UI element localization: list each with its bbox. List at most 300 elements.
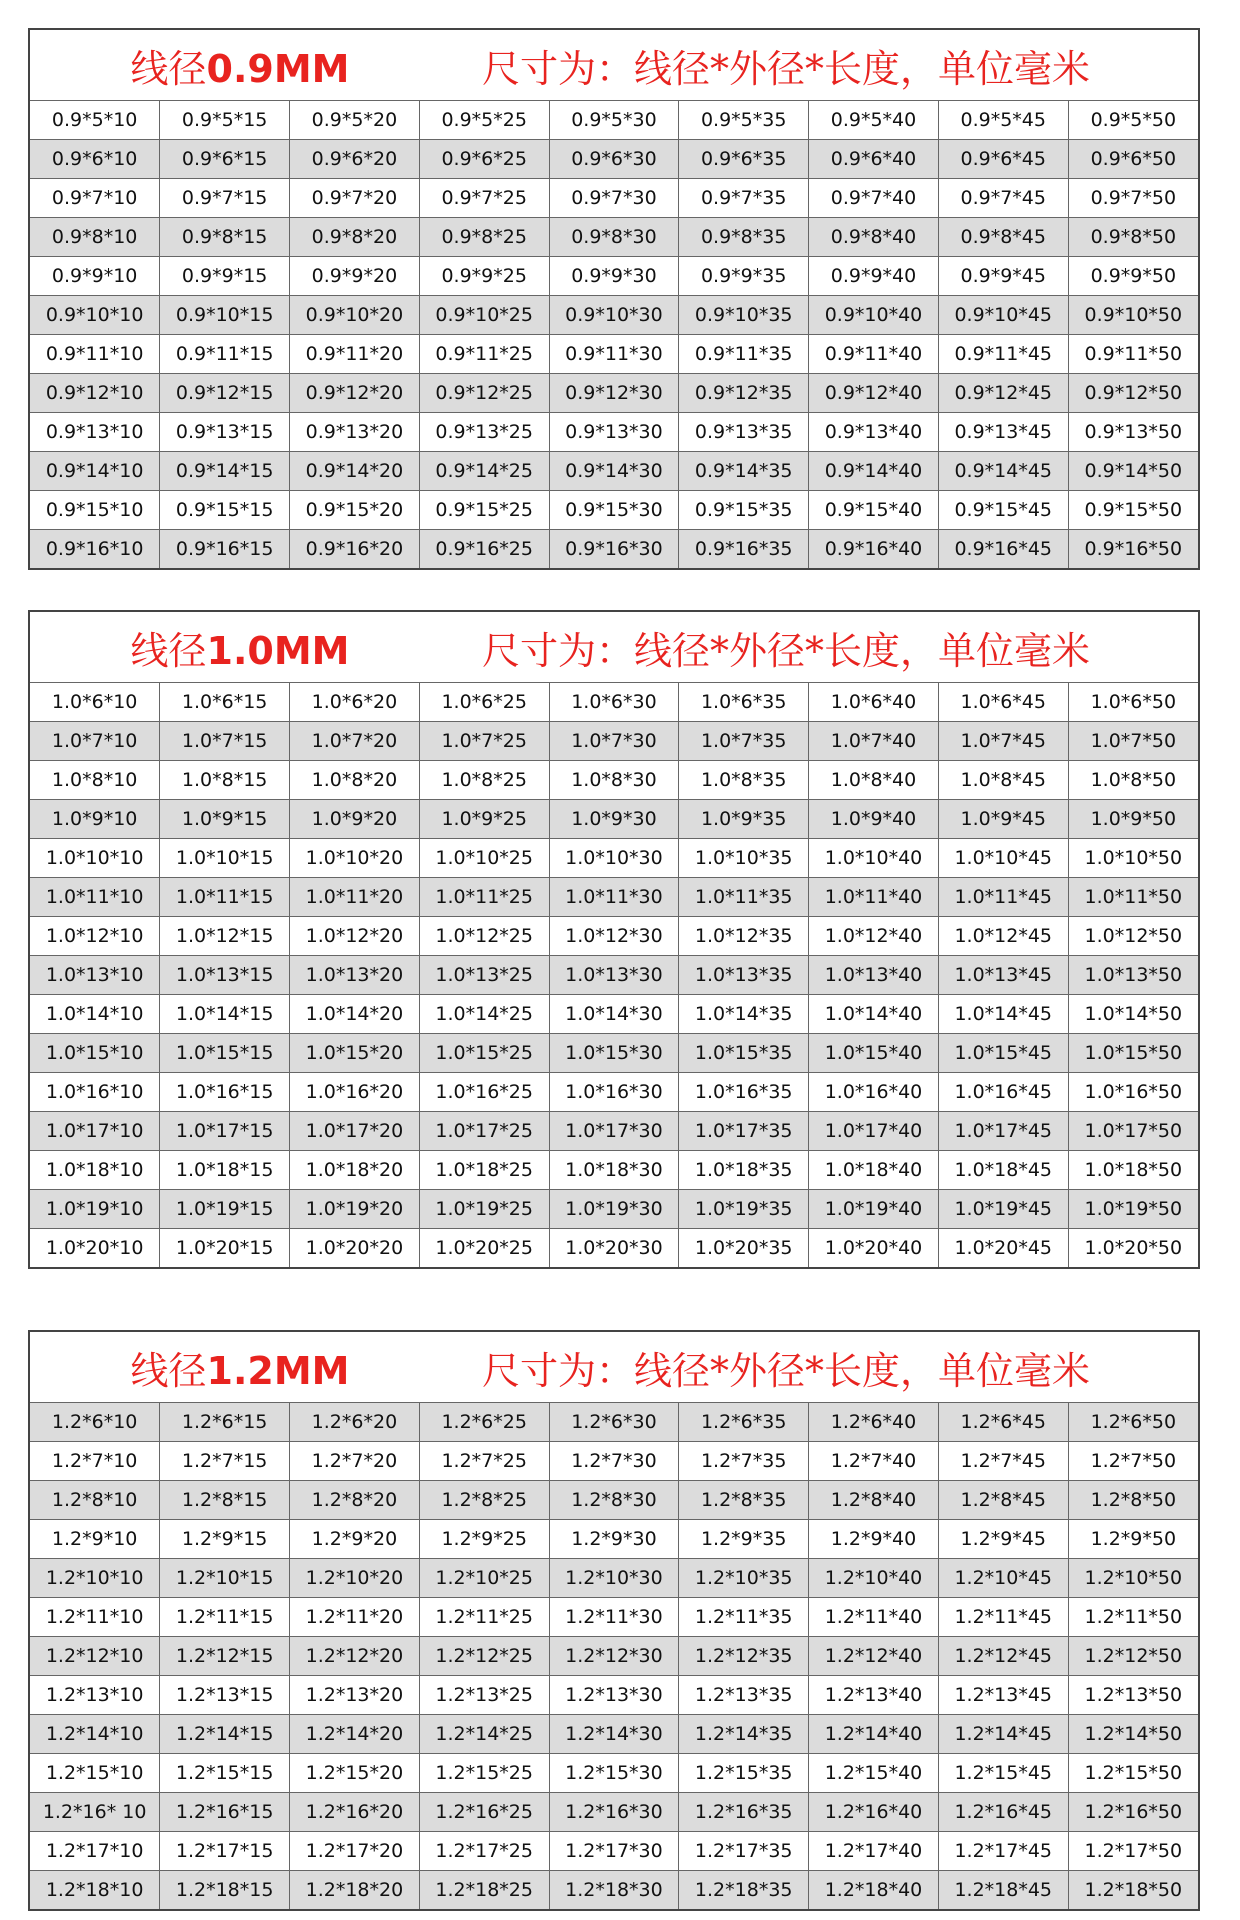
wire-diameter-prefix: 线径 <box>130 628 207 673</box>
size-cell: 1.0*6*40 <box>809 683 939 722</box>
size-cell: 1.0*17*50 <box>1068 1112 1198 1151</box>
size-cell: 1.2*13*10 <box>30 1676 160 1715</box>
table-row <box>30 800 1198 839</box>
size-cell: 1.0*9*10 <box>30 800 160 839</box>
size-cell: 1.0*12*25 <box>419 917 549 956</box>
size-grid <box>30 683 1198 1267</box>
size-cell: 1.2*12*30 <box>549 1637 679 1676</box>
size-cell: 1.2*14*35 <box>679 1715 809 1754</box>
size-cell: 1.0*14*15 <box>160 995 290 1034</box>
table-row <box>30 1481 1198 1520</box>
size-cell: 0.9*11*25 <box>419 335 549 374</box>
size-cell: 1.0*8*35 <box>679 761 809 800</box>
size-cell: 1.2*13*20 <box>290 1676 420 1715</box>
size-cell: 1.0*12*30 <box>549 917 679 956</box>
size-cell: 1.0*9*15 <box>160 800 290 839</box>
size-cell: 0.9*14*10 <box>30 452 160 491</box>
size-cell: 1.2*16*30 <box>549 1793 679 1832</box>
size-cell: 1.0*7*25 <box>419 722 549 761</box>
size-cell: 0.9*15*50 <box>1068 491 1198 530</box>
size-cell: 0.9*16*10 <box>30 530 160 569</box>
size-cell: 1.0*17*25 <box>419 1112 549 1151</box>
size-cell: 1.2*7*45 <box>938 1442 1068 1481</box>
size-cell: 1.0*16*35 <box>679 1073 809 1112</box>
size-cell: 1.2*15*20 <box>290 1754 420 1793</box>
size-cell: 1.0*18*25 <box>419 1151 549 1190</box>
size-cell: 1.0*16*45 <box>938 1073 1068 1112</box>
size-cell: 1.0*19*10 <box>30 1190 160 1229</box>
size-cell: 1.2*9*35 <box>679 1520 809 1559</box>
table-row <box>30 956 1198 995</box>
spec-table-0.9mm <box>28 28 1200 570</box>
size-cell: 0.9*13*40 <box>809 413 939 452</box>
size-cell: 0.9*11*40 <box>809 335 939 374</box>
size-cell: 1.2*12*45 <box>938 1637 1068 1676</box>
size-cell: 1.0*20*45 <box>938 1229 1068 1268</box>
size-cell: 1.2*16* 10 <box>30 1793 160 1832</box>
size-cell: 1.2*11*20 <box>290 1598 420 1637</box>
size-cell: 1.0*6*50 <box>1068 683 1198 722</box>
size-cell: 1.2*13*50 <box>1068 1676 1198 1715</box>
size-cell: 1.2*9*50 <box>1068 1520 1198 1559</box>
size-cell: 1.2*11*40 <box>809 1598 939 1637</box>
size-cell: 1.2*14*40 <box>809 1715 939 1754</box>
size-cell: 1.0*14*30 <box>549 995 679 1034</box>
size-cell: 1.2*14*45 <box>938 1715 1068 1754</box>
size-cell: 0.9*6*45 <box>938 140 1068 179</box>
size-cell: 1.2*13*45 <box>938 1676 1068 1715</box>
size-cell: 1.0*20*40 <box>809 1229 939 1268</box>
size-cell: 1.2*8*35 <box>679 1481 809 1520</box>
unit-note: 尺寸为：线径*外径*长度，单位毫米 <box>482 46 1091 91</box>
size-cell: 1.0*11*45 <box>938 878 1068 917</box>
size-cell: 0.9*6*25 <box>419 140 549 179</box>
table-row <box>30 101 1198 140</box>
size-cell: 1.0*15*15 <box>160 1034 290 1073</box>
size-cell: 0.9*15*25 <box>419 491 549 530</box>
size-cell: 1.2*10*35 <box>679 1559 809 1598</box>
size-cell: 1.2*6*15 <box>160 1403 290 1442</box>
size-cell: 1.2*17*10 <box>30 1832 160 1871</box>
size-cell: 1.2*14*10 <box>30 1715 160 1754</box>
size-cell: 0.9*9*30 <box>549 257 679 296</box>
size-cell: 1.2*10*30 <box>549 1559 679 1598</box>
size-cell: 1.2*12*25 <box>419 1637 549 1676</box>
size-cell: 1.2*15*15 <box>160 1754 290 1793</box>
size-cell: 0.9*9*45 <box>938 257 1068 296</box>
size-cell: 1.0*16*50 <box>1068 1073 1198 1112</box>
size-cell: 0.9*9*50 <box>1068 257 1198 296</box>
spec-table-1.2mm <box>28 1330 1200 1911</box>
size-cell: 1.2*6*45 <box>938 1403 1068 1442</box>
size-cell: 1.0*7*50 <box>1068 722 1198 761</box>
size-cell: 1.0*11*20 <box>290 878 420 917</box>
size-cell: 1.0*19*50 <box>1068 1190 1198 1229</box>
size-cell: 1.2*12*50 <box>1068 1637 1198 1676</box>
table-row <box>30 1403 1198 1442</box>
size-cell: 1.0*14*25 <box>419 995 549 1034</box>
size-cell: 1.2*11*30 <box>549 1598 679 1637</box>
size-cell: 0.9*9*40 <box>809 257 939 296</box>
size-cell: 1.2*10*25 <box>419 1559 549 1598</box>
size-cell: 0.9*14*20 <box>290 452 420 491</box>
size-cell: 1.2*15*50 <box>1068 1754 1198 1793</box>
size-cell: 1.2*9*20 <box>290 1520 420 1559</box>
size-cell: 1.0*15*10 <box>30 1034 160 1073</box>
size-cell: 0.9*7*50 <box>1068 179 1198 218</box>
size-cell: 1.0*7*30 <box>549 722 679 761</box>
size-cell: 1.2*15*25 <box>419 1754 549 1793</box>
size-cell: 1.0*9*50 <box>1068 800 1198 839</box>
size-cell: 0.9*7*40 <box>809 179 939 218</box>
size-cell: 0.9*8*15 <box>160 218 290 257</box>
size-cell: 1.2*9*10 <box>30 1520 160 1559</box>
size-cell: 1.0*8*15 <box>160 761 290 800</box>
table-row <box>30 1832 1198 1871</box>
table-row <box>30 1871 1198 1910</box>
size-cell: 1.2*17*30 <box>549 1832 679 1871</box>
size-cell: 0.9*13*50 <box>1068 413 1198 452</box>
size-cell: 1.0*6*15 <box>160 683 290 722</box>
size-cell: 1.0*19*40 <box>809 1190 939 1229</box>
size-cell: 0.9*5*20 <box>290 101 420 140</box>
size-cell: 1.2*13*40 <box>809 1676 939 1715</box>
size-cell: 0.9*10*10 <box>30 296 160 335</box>
size-cell: 0.9*9*10 <box>30 257 160 296</box>
size-grid <box>30 1403 1198 1909</box>
size-cell: 0.9*16*40 <box>809 530 939 569</box>
size-cell: 0.9*5*15 <box>160 101 290 140</box>
size-cell: 1.0*9*20 <box>290 800 420 839</box>
size-cell: 1.0*6*10 <box>30 683 160 722</box>
size-cell: 1.0*16*25 <box>419 1073 549 1112</box>
size-cell: 0.9*13*35 <box>679 413 809 452</box>
size-cell: 1.2*10*20 <box>290 1559 420 1598</box>
table-row <box>30 452 1198 491</box>
size-cell: 1.0*14*20 <box>290 995 420 1034</box>
size-cell: 1.2*8*20 <box>290 1481 420 1520</box>
size-cell: 0.9*10*40 <box>809 296 939 335</box>
size-cell: 1.2*8*25 <box>419 1481 549 1520</box>
size-cell: 1.2*11*35 <box>679 1598 809 1637</box>
size-cell: 1.2*8*45 <box>938 1481 1068 1520</box>
size-cell: 0.9*15*10 <box>30 491 160 530</box>
unit-note: 尺寸为：线径*外径*长度，单位毫米 <box>482 628 1091 673</box>
size-cell: 1.2*9*30 <box>549 1520 679 1559</box>
size-cell: 0.9*14*30 <box>549 452 679 491</box>
size-cell: 1.2*8*30 <box>549 1481 679 1520</box>
size-cell: 0.9*7*30 <box>549 179 679 218</box>
size-cell: 1.0*16*10 <box>30 1073 160 1112</box>
size-cell: 1.2*8*40 <box>809 1481 939 1520</box>
size-cell: 0.9*10*50 <box>1068 296 1198 335</box>
size-cell: 0.9*13*10 <box>30 413 160 452</box>
size-cell: 1.2*10*40 <box>809 1559 939 1598</box>
size-cell: 1.0*15*50 <box>1068 1034 1198 1073</box>
wire-diameter-value: 1.2MM <box>206 1348 350 1393</box>
size-cell: 1.0*7*20 <box>290 722 420 761</box>
size-cell: 1.2*14*50 <box>1068 1715 1198 1754</box>
size-cell: 1.2*13*25 <box>419 1676 549 1715</box>
size-cell: 1.0*8*40 <box>809 761 939 800</box>
table-row <box>30 257 1198 296</box>
size-cell: 1.0*16*30 <box>549 1073 679 1112</box>
table-row <box>30 179 1198 218</box>
size-cell: 1.2*7*50 <box>1068 1442 1198 1481</box>
size-cell: 0.9*12*45 <box>938 374 1068 413</box>
size-cell: 1.2*16*15 <box>160 1793 290 1832</box>
size-cell: 0.9*6*40 <box>809 140 939 179</box>
size-cell: 1.0*11*40 <box>809 878 939 917</box>
size-cell: 1.2*10*45 <box>938 1559 1068 1598</box>
size-cell: 0.9*6*35 <box>679 140 809 179</box>
size-cell: 0.9*10*35 <box>679 296 809 335</box>
table-row <box>30 1034 1198 1073</box>
size-cell: 0.9*8*25 <box>419 218 549 257</box>
size-cell: 1.2*12*10 <box>30 1637 160 1676</box>
size-cell: 1.2*9*15 <box>160 1520 290 1559</box>
size-cell: 0.9*5*40 <box>809 101 939 140</box>
size-cell: 0.9*9*20 <box>290 257 420 296</box>
size-cell: 1.0*17*30 <box>549 1112 679 1151</box>
size-cell: 0.9*7*45 <box>938 179 1068 218</box>
size-cell: 1.2*15*40 <box>809 1754 939 1793</box>
size-cell: 1.0*11*25 <box>419 878 549 917</box>
size-cell: 1.0*12*20 <box>290 917 420 956</box>
size-cell: 0.9*11*15 <box>160 335 290 374</box>
size-cell: 1.0*6*25 <box>419 683 549 722</box>
size-cell: 1.2*12*20 <box>290 1637 420 1676</box>
size-cell: 0.9*8*30 <box>549 218 679 257</box>
wire-diameter-prefix: 线径 <box>130 46 207 91</box>
size-cell: 1.2*14*15 <box>160 1715 290 1754</box>
table-row <box>30 491 1198 530</box>
table-row <box>30 1229 1198 1268</box>
size-cell: 0.9*16*20 <box>290 530 420 569</box>
size-cell: 1.0*10*20 <box>290 839 420 878</box>
size-cell: 0.9*5*30 <box>549 101 679 140</box>
size-cell: 1.0*10*10 <box>30 839 160 878</box>
size-cell: 0.9*10*30 <box>549 296 679 335</box>
size-cell: 0.9*9*15 <box>160 257 290 296</box>
size-cell: 1.2*17*40 <box>809 1832 939 1871</box>
size-cell: 0.9*8*40 <box>809 218 939 257</box>
size-cell: 0.9*16*35 <box>679 530 809 569</box>
size-cell: 0.9*9*25 <box>419 257 549 296</box>
size-cell: 1.2*13*35 <box>679 1676 809 1715</box>
size-cell: 1.2*17*15 <box>160 1832 290 1871</box>
size-cell: 1.2*18*25 <box>419 1871 549 1910</box>
size-cell: 1.0*19*35 <box>679 1190 809 1229</box>
size-cell: 1.0*16*20 <box>290 1073 420 1112</box>
size-cell: 0.9*7*20 <box>290 179 420 218</box>
size-cell: 0.9*14*40 <box>809 452 939 491</box>
wire-diameter-title <box>30 1340 450 1395</box>
size-cell: 1.0*19*30 <box>549 1190 679 1229</box>
size-cell: 1.0*10*25 <box>419 839 549 878</box>
table-row <box>30 722 1198 761</box>
size-cell: 1.0*13*35 <box>679 956 809 995</box>
size-cell: 1.0*6*35 <box>679 683 809 722</box>
table-header <box>30 612 1198 683</box>
size-cell: 1.2*7*35 <box>679 1442 809 1481</box>
table-row <box>30 1598 1198 1637</box>
table-row <box>30 1151 1198 1190</box>
size-cell: 1.0*18*20 <box>290 1151 420 1190</box>
size-cell: 1.2*6*30 <box>549 1403 679 1442</box>
table-row <box>30 296 1198 335</box>
size-cell: 1.0*20*15 <box>160 1229 290 1268</box>
size-cell: 1.0*15*35 <box>679 1034 809 1073</box>
size-cell: 0.9*5*35 <box>679 101 809 140</box>
size-cell: 0.9*16*50 <box>1068 530 1198 569</box>
size-cell: 0.9*13*45 <box>938 413 1068 452</box>
size-cell: 1.0*7*40 <box>809 722 939 761</box>
size-cell: 1.2*16*35 <box>679 1793 809 1832</box>
size-cell: 1.0*6*45 <box>938 683 1068 722</box>
wire-diameter-value: 1.0MM <box>206 628 350 673</box>
table-row <box>30 1112 1198 1151</box>
size-cell: 1.0*13*15 <box>160 956 290 995</box>
size-cell: 1.0*18*40 <box>809 1151 939 1190</box>
size-cell: 1.0*18*50 <box>1068 1151 1198 1190</box>
size-cell: 1.0*13*25 <box>419 956 549 995</box>
table-row <box>30 761 1198 800</box>
table-row <box>30 374 1198 413</box>
size-cell: 1.2*9*40 <box>809 1520 939 1559</box>
size-cell: 1.0*10*45 <box>938 839 1068 878</box>
size-cell: 1.0*19*45 <box>938 1190 1068 1229</box>
size-cell: 1.0*15*40 <box>809 1034 939 1073</box>
size-cell: 0.9*16*45 <box>938 530 1068 569</box>
spec-table-1.0mm <box>28 610 1200 1269</box>
table-row <box>30 335 1198 374</box>
size-cell: 0.9*13*20 <box>290 413 420 452</box>
table-row <box>30 1793 1198 1832</box>
size-cell: 1.2*14*30 <box>549 1715 679 1754</box>
size-cell: 0.9*12*20 <box>290 374 420 413</box>
size-cell: 1.2*11*45 <box>938 1598 1068 1637</box>
size-cell: 1.0*6*20 <box>290 683 420 722</box>
size-cell: 0.9*16*30 <box>549 530 679 569</box>
size-cell: 0.9*15*15 <box>160 491 290 530</box>
size-cell: 0.9*7*15 <box>160 179 290 218</box>
size-cell: 1.2*17*50 <box>1068 1832 1198 1871</box>
size-cell: 1.0*17*20 <box>290 1112 420 1151</box>
size-cell: 1.0*14*10 <box>30 995 160 1034</box>
size-cell: 0.9*6*10 <box>30 140 160 179</box>
size-cell: 1.0*11*10 <box>30 878 160 917</box>
size-cell: 1.2*18*30 <box>549 1871 679 1910</box>
size-cell: 0.9*15*40 <box>809 491 939 530</box>
size-cell: 0.9*12*30 <box>549 374 679 413</box>
size-cell: 1.2*16*45 <box>938 1793 1068 1832</box>
size-cell: 1.0*14*50 <box>1068 995 1198 1034</box>
size-cell: 1.0*20*50 <box>1068 1229 1198 1268</box>
size-cell: 1.2*16*20 <box>290 1793 420 1832</box>
table-row <box>30 1442 1198 1481</box>
size-cell: 1.2*14*25 <box>419 1715 549 1754</box>
table-row <box>30 1520 1198 1559</box>
size-cell: 1.2*10*10 <box>30 1559 160 1598</box>
size-cell: 1.0*15*20 <box>290 1034 420 1073</box>
size-cell: 1.2*12*40 <box>809 1637 939 1676</box>
size-cell: 0.9*10*25 <box>419 296 549 335</box>
size-cell: 1.0*9*45 <box>938 800 1068 839</box>
size-cell: 1.0*12*45 <box>938 917 1068 956</box>
size-cell: 1.2*9*45 <box>938 1520 1068 1559</box>
size-cell: 1.0*13*45 <box>938 956 1068 995</box>
table-row <box>30 1073 1198 1112</box>
size-grid <box>30 101 1198 568</box>
size-cell: 1.0*13*20 <box>290 956 420 995</box>
table-row <box>30 1559 1198 1598</box>
size-cell: 1.2*6*10 <box>30 1403 160 1442</box>
size-cell: 1.0*8*45 <box>938 761 1068 800</box>
size-cell: 1.0*11*35 <box>679 878 809 917</box>
size-cell: 1.2*18*10 <box>30 1871 160 1910</box>
size-cell: 0.9*15*45 <box>938 491 1068 530</box>
size-cell: 1.2*11*25 <box>419 1598 549 1637</box>
table-header <box>30 1332 1198 1403</box>
size-cell: 1.0*13*40 <box>809 956 939 995</box>
size-cell: 1.2*10*15 <box>160 1559 290 1598</box>
size-cell: 0.9*11*30 <box>549 335 679 374</box>
table-row <box>30 140 1198 179</box>
size-cell: 0.9*12*35 <box>679 374 809 413</box>
size-cell: 1.0*10*40 <box>809 839 939 878</box>
size-cell: 1.2*6*25 <box>419 1403 549 1442</box>
size-cell: 1.0*20*10 <box>30 1229 160 1268</box>
size-cell: 1.2*6*40 <box>809 1403 939 1442</box>
size-cell: 1.2*16*25 <box>419 1793 549 1832</box>
table-row <box>30 218 1198 257</box>
size-cell: 1.2*16*40 <box>809 1793 939 1832</box>
size-cell: 1.0*20*35 <box>679 1229 809 1268</box>
size-cell: 0.9*7*35 <box>679 179 809 218</box>
size-cell: 1.0*7*10 <box>30 722 160 761</box>
size-cell: 0.9*16*25 <box>419 530 549 569</box>
size-cell: 1.0*13*10 <box>30 956 160 995</box>
size-cell: 1.0*17*35 <box>679 1112 809 1151</box>
size-cell: 0.9*6*30 <box>549 140 679 179</box>
size-cell: 1.2*7*20 <box>290 1442 420 1481</box>
size-cell: 1.0*18*45 <box>938 1151 1068 1190</box>
size-cell: 1.2*18*40 <box>809 1871 939 1910</box>
size-cell: 1.0*6*30 <box>549 683 679 722</box>
size-cell: 1.0*10*50 <box>1068 839 1198 878</box>
size-cell: 1.0*9*30 <box>549 800 679 839</box>
size-cell: 1.2*7*25 <box>419 1442 549 1481</box>
size-cell: 1.0*19*20 <box>290 1190 420 1229</box>
size-cell: 1.0*9*25 <box>419 800 549 839</box>
size-cell: 0.9*14*25 <box>419 452 549 491</box>
size-cell: 1.0*8*30 <box>549 761 679 800</box>
size-cell: 1.0*9*35 <box>679 800 809 839</box>
size-cell: 0.9*13*15 <box>160 413 290 452</box>
size-cell: 0.9*14*15 <box>160 452 290 491</box>
size-cell: 1.0*19*25 <box>419 1190 549 1229</box>
size-cell: 0.9*8*45 <box>938 218 1068 257</box>
table-row <box>30 1754 1198 1793</box>
size-cell: 0.9*8*20 <box>290 218 420 257</box>
size-cell: 1.2*11*50 <box>1068 1598 1198 1637</box>
size-cell: 0.9*10*15 <box>160 296 290 335</box>
size-cell: 1.2*15*35 <box>679 1754 809 1793</box>
size-cell: 0.9*15*30 <box>549 491 679 530</box>
size-cell: 1.0*8*50 <box>1068 761 1198 800</box>
size-cell: 1.2*12*35 <box>679 1637 809 1676</box>
